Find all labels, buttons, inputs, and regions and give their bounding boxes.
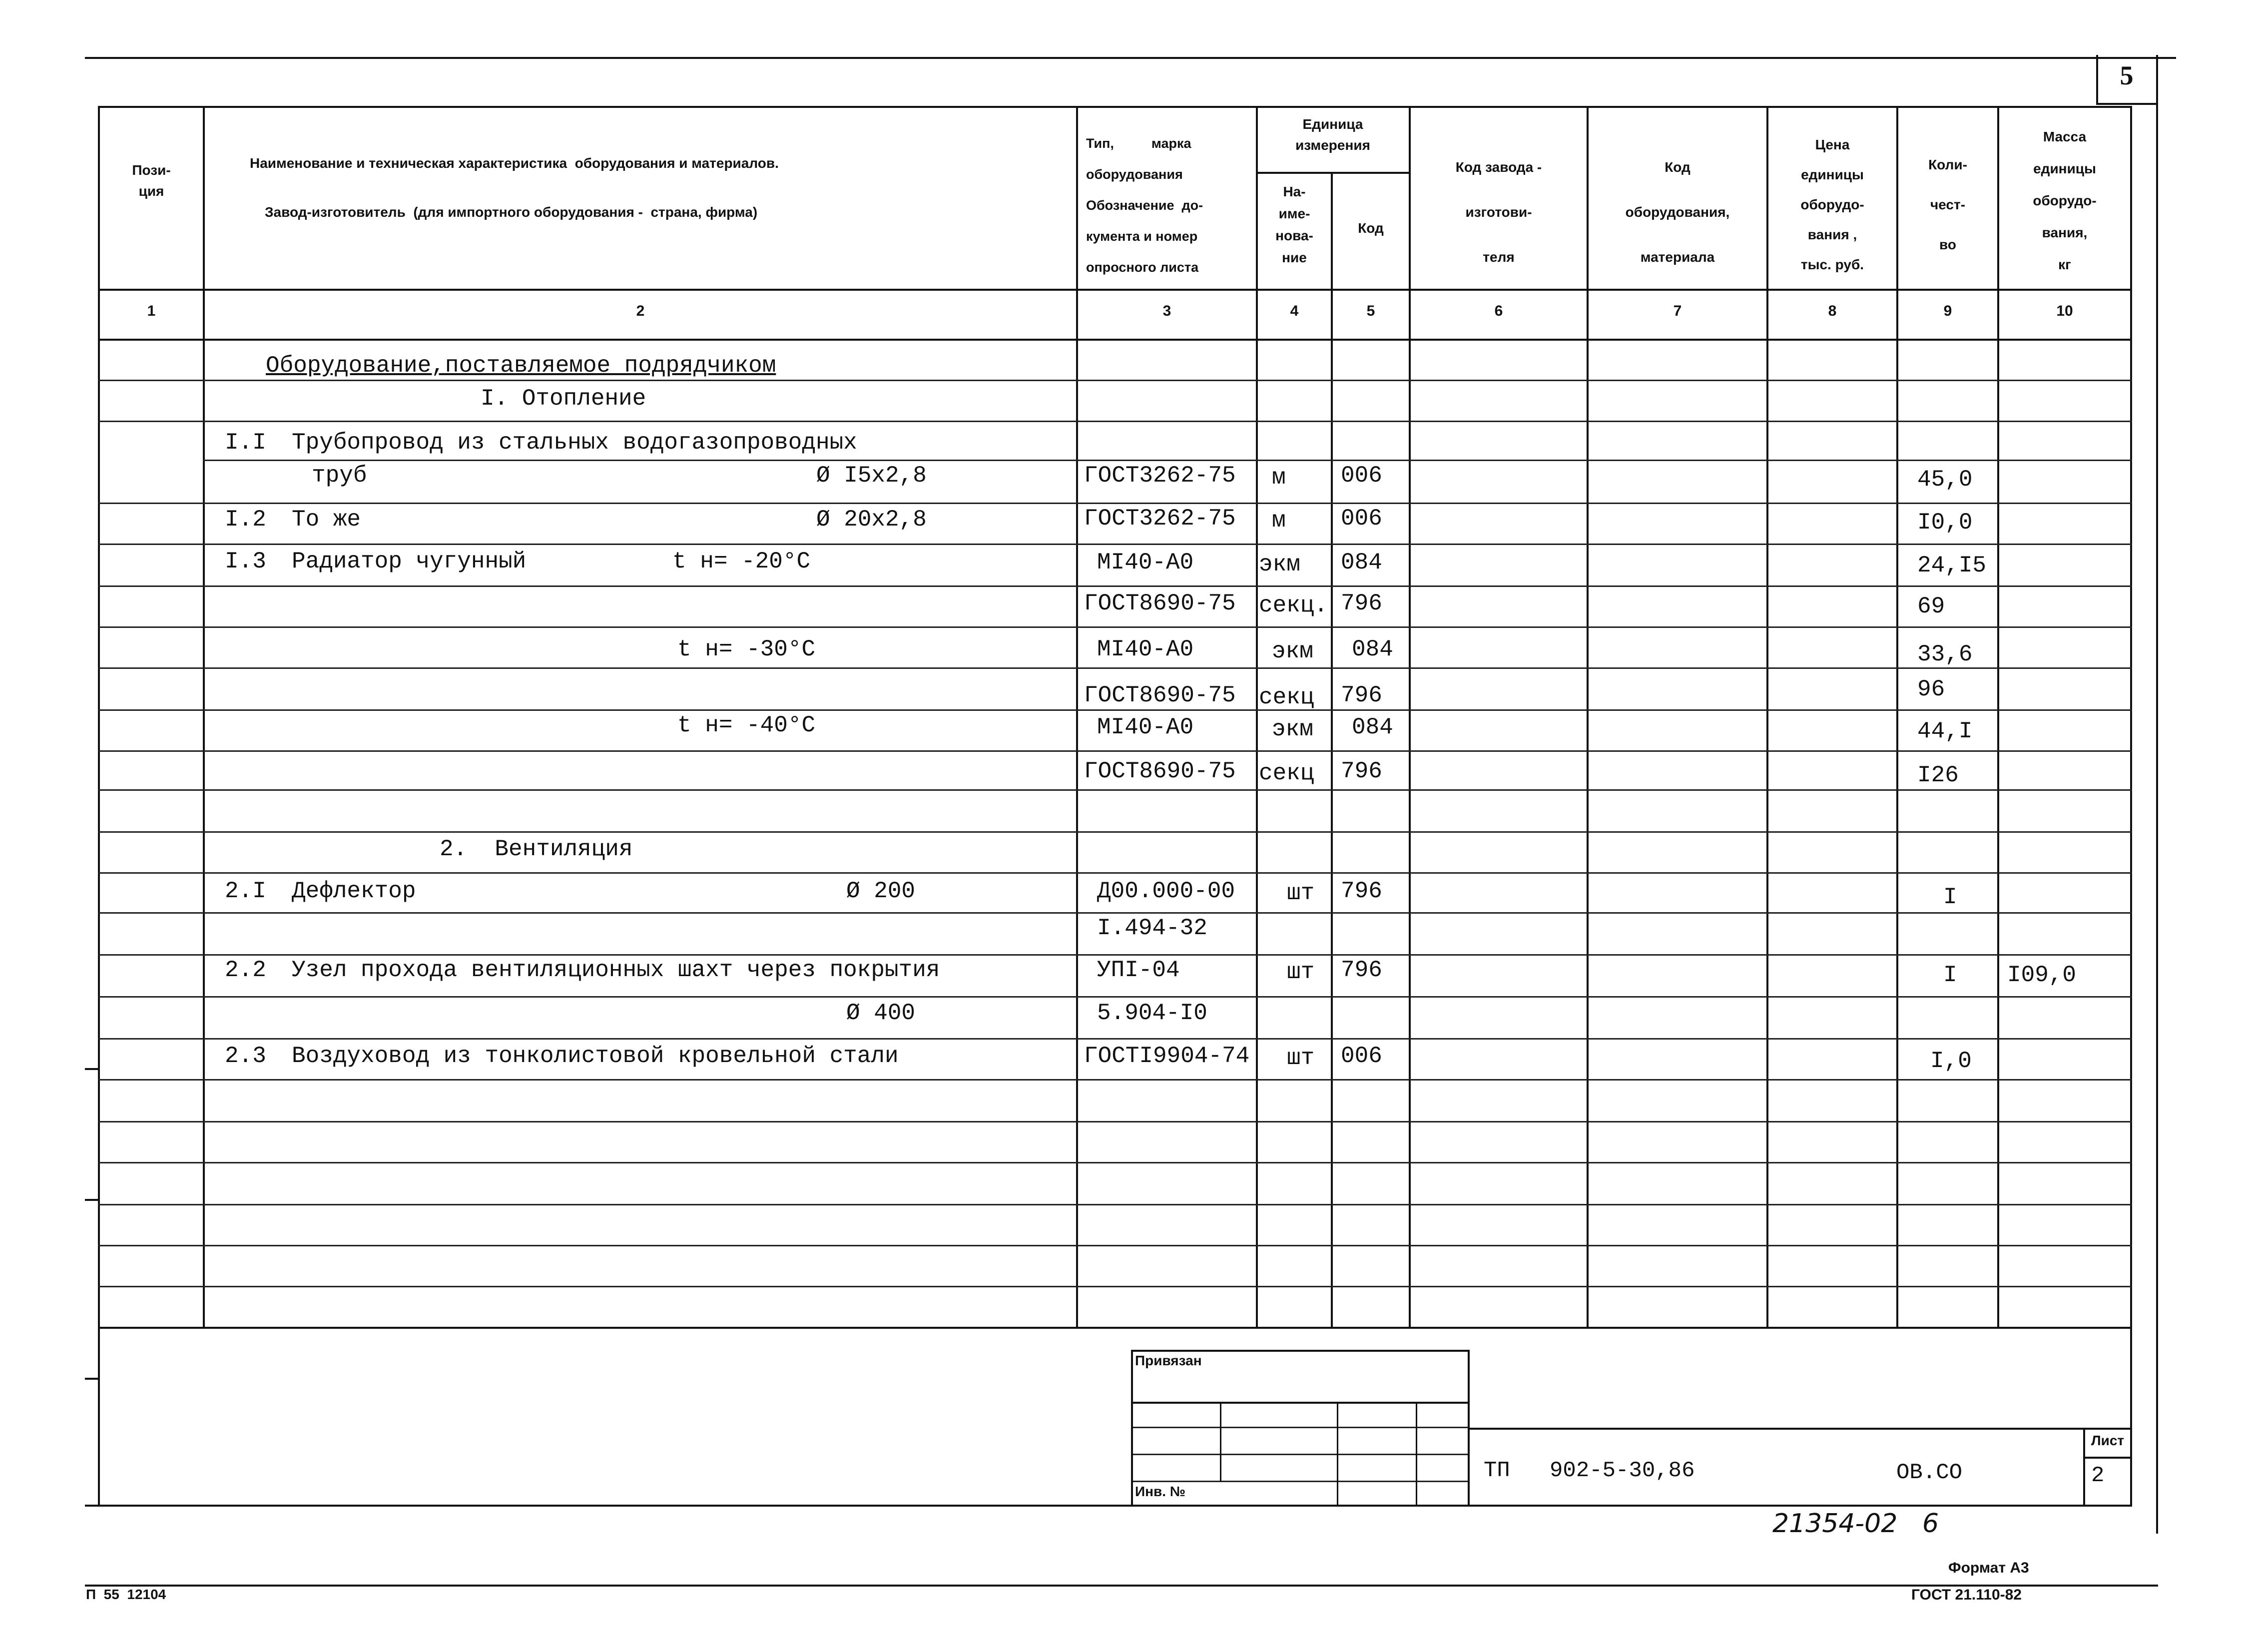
stamp-bound-label: Привязан [1135,1353,1202,1368]
column-number: 9 [1943,303,1952,319]
row-position: 2.I [225,878,266,904]
row-position: 2.3 [225,1043,266,1069]
row-quantity: 69 [1917,593,1945,619]
row-doc: Д00.000-00 [1097,878,1235,904]
footer-left-code: П 55 12104 [86,1587,166,1602]
row-unit: секц [1259,684,1314,710]
format-label: Формат А3 [1948,1560,2029,1576]
row-description: Узел прохода вентиляционных шахт через покрытия [292,957,940,983]
column-number: 10 [2056,303,2073,319]
header-unit-name: На- име- нова- ние [1275,184,1313,265]
row-position: I.2 [225,507,266,533]
row-unit: экм [1259,551,1300,577]
row-spec: Ø 200 [846,878,916,904]
column-number: 8 [1828,303,1837,319]
column-number: 6 [1494,303,1503,319]
row-mass: I09,0 [2007,962,2077,988]
row-unit-code: 796 [1341,957,1382,983]
row-unit: экм [1272,716,1313,742]
row-unit-code: 796 [1341,878,1382,904]
column-number: 5 [1366,303,1375,319]
row-unit-code: 796 [1341,682,1382,708]
row-quantity: I0,0 [1917,510,1973,536]
stamp-document-code: ТП 902-5-30,86 [1484,1458,1695,1483]
row-unit: шт [1287,959,1315,985]
section-heading: Оборудование,поставляемое подрядчиком [266,353,776,379]
header-unit-mass: Масса единицы оборудо- вания, кг [2033,129,2097,272]
row-unit-code: 796 [1341,758,1382,784]
row-unit: шт [1287,880,1315,906]
row-quantity: I,0 [1930,1048,1972,1074]
row-quantity: 45,0 [1917,467,1973,493]
row-spec: t н= -40°C [677,712,816,738]
stamp-mark: ОВ.СО [1896,1460,1963,1485]
page-number: 5 [2120,60,2134,90]
row-doc: ГОСТ3262-75 [1084,506,1236,532]
row-unit-code: 006 [1341,1043,1382,1069]
archive-number: 21354-02 6 [1772,1509,1939,1539]
row-unit-code: 796 [1341,590,1382,616]
row-position: 2.2 [225,957,266,983]
row-doc: 5.904-I0 [1097,1000,1207,1026]
row-doc: I.494-32 [1097,915,1207,941]
row-unit: секц [1259,760,1314,786]
row-quantity: 96 [1917,676,1945,702]
section-title: 2. Вентиляция [440,836,633,862]
row-unit: м [1272,465,1286,491]
column-number: 3 [1162,303,1171,319]
row-spec: Ø I5x2,8 [816,463,927,489]
stamp-inventory-label: Инв. № [1135,1484,1186,1499]
column-number: 4 [1290,303,1299,319]
header-quantity: Коли- чест- во [1928,157,1967,252]
row-unit: м [1272,508,1286,534]
row-description: То же [292,507,361,533]
row-doc: ГОСТI9904-74 [1084,1043,1250,1069]
header-factory-code: Код завода - изготови- теля [1455,159,1542,265]
section-title: I. Отопление [481,386,646,412]
header-equipment-code: Код оборудования, материала [1625,159,1730,265]
row-description: Дефлектор [292,878,416,904]
row-unit-code: 006 [1341,463,1382,489]
row-doc: МI40-А0 [1097,636,1194,662]
row-unit-code: 006 [1341,506,1382,532]
row-quantity: 33,6 [1917,641,1973,667]
row-spec: t н= -20°C [672,549,811,574]
row-doc: ГОСТ8690-75 [1084,590,1236,616]
row-position: I.I [225,430,266,456]
header-unit-price: Цена единицы оборудо- вания , тыс. руб. [1800,137,1864,272]
row-unit-code: 084 [1341,550,1382,575]
row-quantity: 44,I [1917,718,1973,744]
row-doc: МI40-А0 [1097,550,1194,575]
row-unit-code: 084 [1352,714,1393,740]
column-number: 1 [147,303,156,319]
column-number: 2 [636,303,645,319]
header-name-line2: Завод-изготовитель (для импортного оборудования - страна, фирма) [265,204,758,220]
row-doc: МI40-А0 [1097,714,1194,740]
row-quantity: I [1943,884,1957,910]
row-description: Трубопровод из стальных водогазопроводных [292,430,857,456]
row-unit-code: 084 [1352,636,1393,662]
standard-label: ГОСТ 21.110-82 [1911,1587,2022,1603]
row-unit: шт [1287,1045,1315,1071]
row-spec: Ø 20x2,8 [816,507,927,533]
row-doc: ГОСТ8690-75 [1084,758,1236,784]
stamp-sheet-label: Лист [2091,1433,2125,1448]
row-spec: t н= -30°C [677,636,816,662]
row-quantity: 24,I5 [1917,552,1987,578]
row-doc: ГОСТ8690-75 [1084,682,1236,708]
row-quantity: I [1943,962,1957,988]
row-doc: ГОСТ3262-75 [1084,463,1236,489]
header-type-doc: Тип, марка оборудования Обозначение до- кумента и номер опросного листа [1086,136,1203,275]
row-position: I.3 [225,549,266,574]
row-unit: секц. [1259,592,1328,618]
row-description: Радиатор чугунный [292,549,527,574]
row-quantity: I26 [1917,762,1959,788]
header-position: Пози- ция [132,162,171,199]
row-unit: экм [1272,638,1313,664]
row-doc: УПI-04 [1097,957,1180,983]
header-name-line1: Наименование и техническая характеристика оборудования и материалов. [250,155,779,171]
header-unit-code: Код [1358,220,1384,236]
stamp-sheet-number: 2 [2091,1463,2105,1488]
row-description: Воздуховод из тонколистовой кровельной стали [292,1043,899,1069]
row-spec: Ø 400 [846,1000,916,1026]
column-number: 7 [1673,303,1682,319]
row-description: труб [312,463,367,489]
header-unit-group: Единица измерения [1295,116,1370,153]
